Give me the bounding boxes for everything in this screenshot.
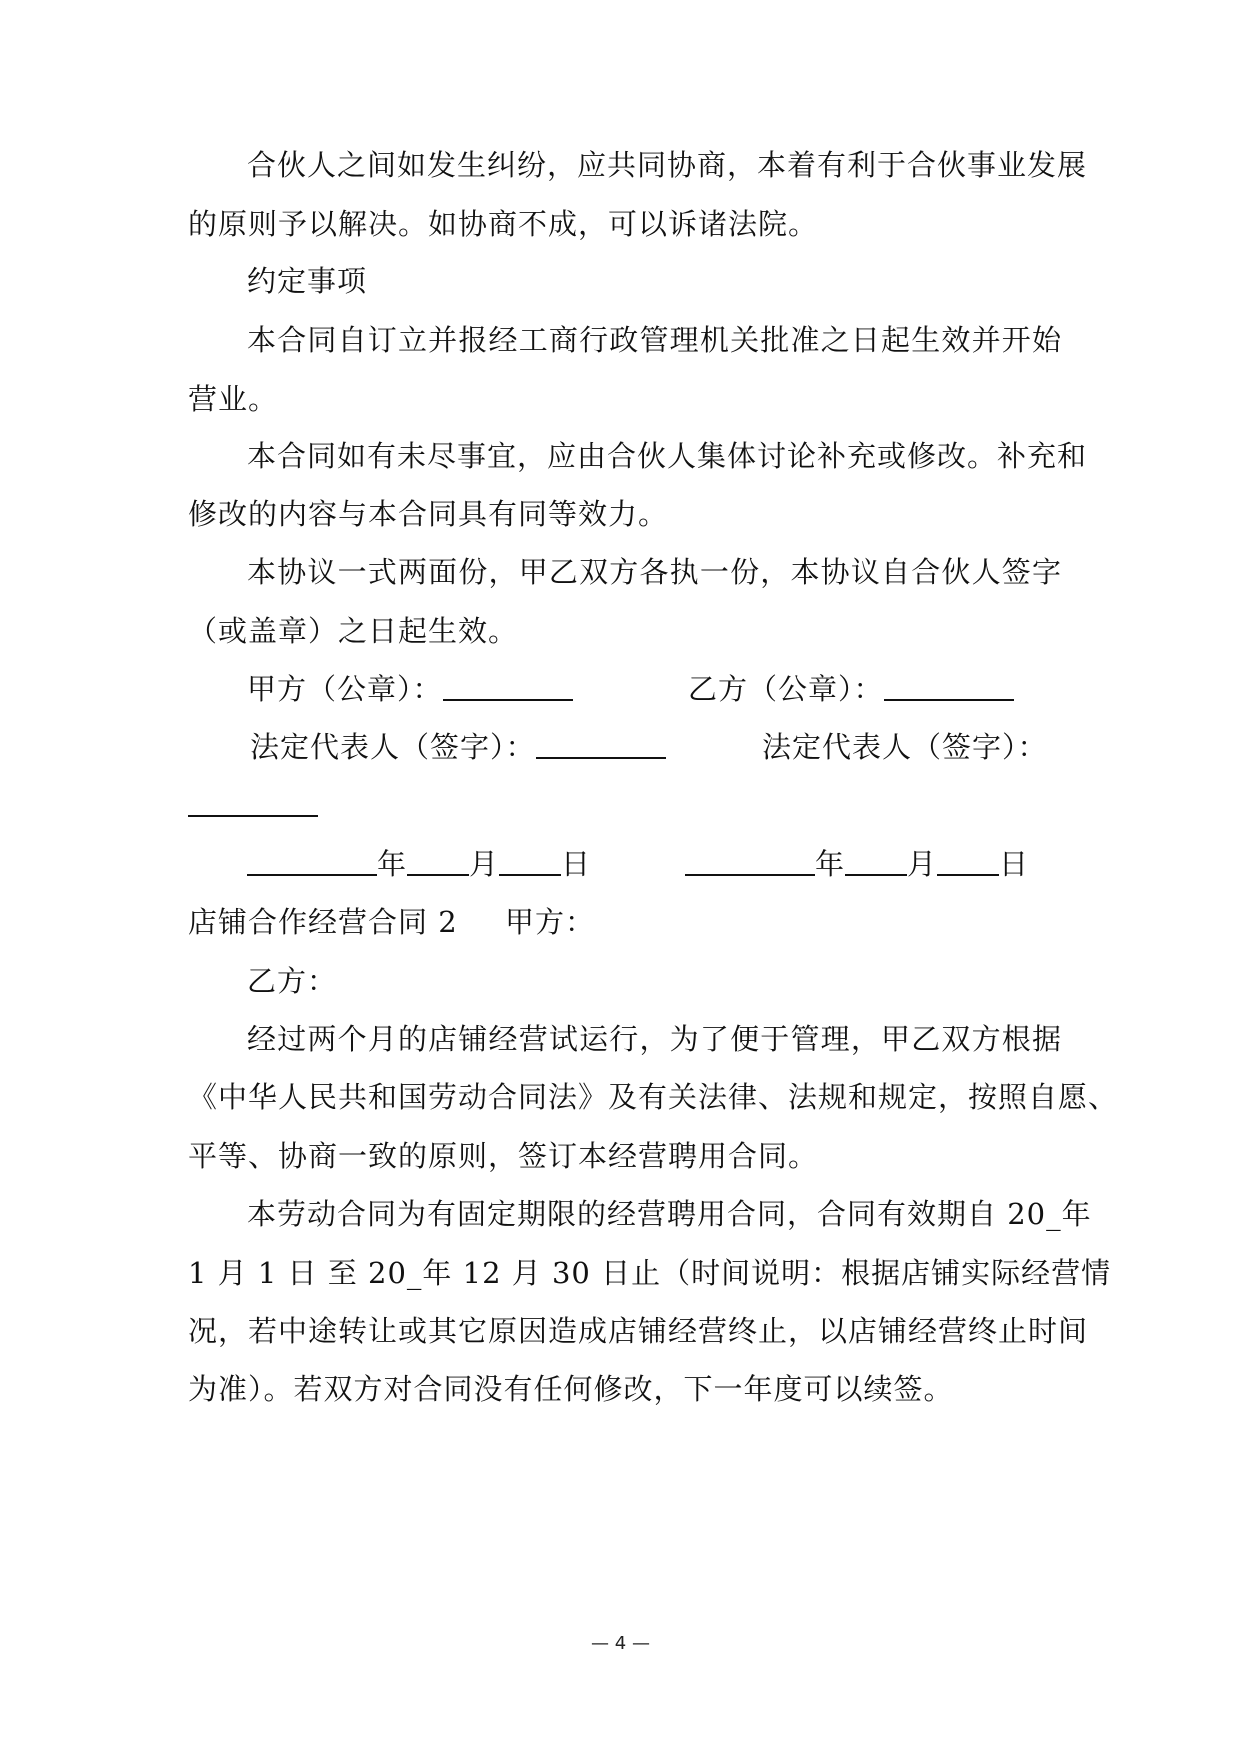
party-b-seal-label: 乙方（公章）： — [688, 669, 1014, 709]
party-b-representative-label: 法定代表人（签字）： — [762, 730, 1048, 764]
party-a-date-month-blank — [407, 844, 469, 876]
party-a-date-year-blank — [247, 844, 377, 876]
paragraph-effective-line-2: 营业。 — [188, 382, 279, 416]
paragraph-effective-line-1: 本合同自订立并报经工商行政管理机关批准之日起生效并开始 — [247, 323, 1062, 357]
paragraph-supplement-line-1: 本合同如有未尽事宜，应由合伙人集体讨论补充或修改。补充和 — [247, 439, 1088, 473]
paragraph-copies-line-2: （或盖章）之日起生效。 — [188, 614, 519, 648]
contract-2-term-line-4: 为准）。若双方对合同没有任何修改，下一年度可以续签。 — [188, 1372, 954, 1406]
contract-2-intro-line-1: 经过两个月的店铺经营试运行，为了便于管理，甲乙双方根据 — [247, 1022, 1062, 1056]
page-number: — 4 — — [591, 1633, 650, 1654]
contract-2-term-line-1: 本劳动合同为有固定期限的经营聘用合同，合同有效期自 20_年 — [247, 1197, 1092, 1231]
party-b-date-month-blank — [845, 844, 907, 876]
party-a-representative-blank — [536, 727, 666, 759]
contract-2-party-b: 乙方： — [247, 964, 338, 998]
party-a-representative-label: 法定代表人（签字）： — [250, 727, 666, 767]
contract-2-term-line-3: 况，若中途转让或其它原因造成店铺经营终止，以店铺经营终止时间 — [188, 1314, 1089, 1348]
contract-2-intro-line-2: 《中华人民共和国劳动合同法》及有关法律、法规和规定，按照自愿、 — [188, 1080, 1119, 1114]
party-b-date-day-blank — [937, 844, 999, 876]
paragraph-supplement-line-2: 修改的内容与本合同具有同等效力。 — [188, 497, 669, 531]
party-b-date: 年 月 日 — [685, 844, 1029, 884]
party-a-seal-label: 甲方（公章）： — [247, 669, 573, 709]
contract-2-intro-line-3: 平等、协商一致的原则，签订本经营聘用合同。 — [188, 1139, 819, 1173]
paragraph-dispute-line-1: 合伙人之间如发生纠纷，应共同协商，本着有利于合伙事业发展 — [247, 148, 1088, 182]
contract-2-party-a: 甲方： — [505, 905, 596, 939]
party-b-date-year-blank — [685, 844, 815, 876]
party-b-seal-blank — [884, 669, 1014, 701]
party-a-seal-blank — [443, 669, 573, 701]
party-a-date: 年 月 日 — [247, 844, 591, 884]
contract-2-title: 店铺合作经营合同 2 — [188, 905, 458, 939]
paragraph-dispute-line-2: 的原则予以解决。如协商不成，可以诉诸法院。 — [188, 207, 819, 241]
party-b-representative-blank — [188, 785, 318, 817]
party-a-date-day-blank — [499, 844, 561, 876]
section-heading-agreed-matters: 约定事项 — [247, 264, 368, 298]
party-b-representative-blank-line — [188, 785, 318, 825]
contract-2-term-line-2: 1 月 1 日 至 20_年 12 月 30 日止（时间说明：根据店铺实际经营情 — [188, 1256, 1112, 1290]
paragraph-copies-line-1: 本协议一式两面份，甲乙双方各执一份，本协议自合伙人签字 — [247, 555, 1062, 589]
